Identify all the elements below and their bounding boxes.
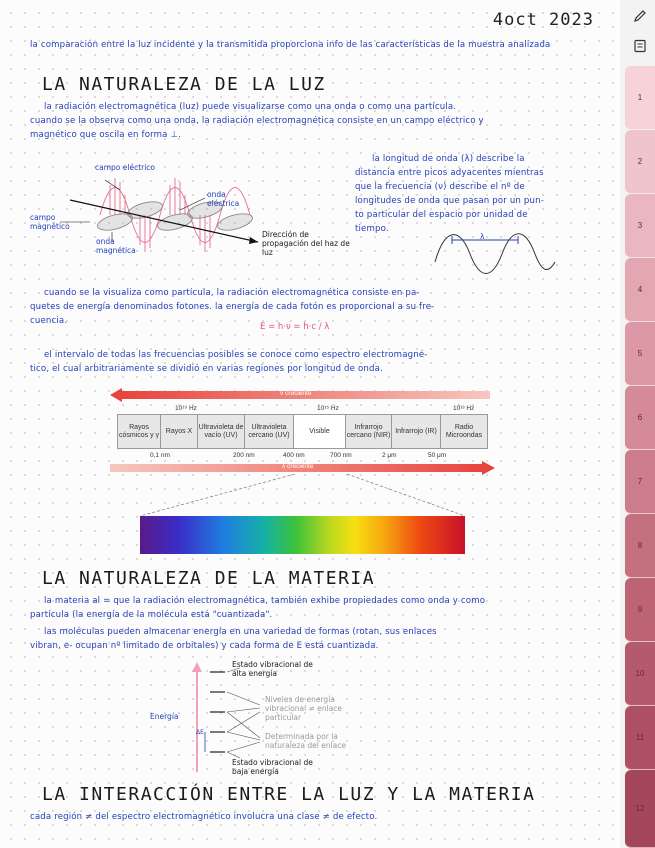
bottom-tick: 50 μm xyxy=(428,452,447,459)
bottom-tick: 2 μm xyxy=(382,452,397,459)
tab-3[interactable]: 3 xyxy=(625,194,655,258)
luz-p2-line: cuencia. xyxy=(30,316,68,326)
top-tick: 10¹⁵ Hz xyxy=(317,405,339,412)
label-campo-magnetico: campo magnético xyxy=(30,213,70,231)
intro-text: la comparación entre la luz incidente y la transmitida proporciona info de las características de la muestra analizada xyxy=(30,40,551,50)
longitud-line: la longitud de onda (λ) describe la xyxy=(372,154,525,164)
luz-p2-line: cuando se la visualiza como partícula, la radiación electromagnética consiste en pa- xyxy=(44,288,420,298)
longitud-line: distancia entre picos adyacentes mientras xyxy=(355,168,544,178)
tab-7[interactable]: 7 xyxy=(625,450,655,514)
section-heading-materia: LA NATURALEZA DE LA MATERIA xyxy=(42,568,376,589)
materia-line: las moléculas pueden almacenar energía en una variedad de formas (rotan, sus enlaces xyxy=(44,627,437,637)
bottom-tick: 700 nm xyxy=(330,452,352,459)
state-high-label: Estado vibracional de alta energía xyxy=(232,660,313,678)
spectrum-top-arrow-label: ν creciente xyxy=(280,390,312,397)
tab-4[interactable]: 4 xyxy=(625,258,655,322)
tab-6[interactable]: 6 xyxy=(625,386,655,450)
tab-8[interactable]: 8 xyxy=(625,514,655,578)
spectrum-region: Rayos X xyxy=(160,414,198,449)
bottom-tick: 0,1 nm xyxy=(150,452,170,459)
energy-axis-label: Energía xyxy=(150,712,179,721)
label-onda-magnetica: onda magnética xyxy=(96,237,136,255)
note-vibrational-levels: Niveles de energía vibracional ≠ enlace particular xyxy=(265,695,343,722)
label-onda-electrica: onda eléctrica xyxy=(207,190,240,208)
tab-11[interactable]: 11 xyxy=(625,706,655,770)
longitud-line: to particular del espacio por unidad de xyxy=(355,210,528,220)
luz-paragraph-line: la radiación electromagnética (luz) puede visualizarse como una onda o como una partícula. xyxy=(44,102,457,112)
top-tick: 10¹⁹ Hz xyxy=(175,405,197,412)
tab-10[interactable]: 10 xyxy=(625,642,655,706)
tab-9[interactable]: 9 xyxy=(625,578,655,642)
luz-p3-line: el intervalo de todas las frecuencias posibles se conoce como espectro electromagné- xyxy=(44,350,428,360)
spectrum-zoom-lines xyxy=(140,474,470,519)
spectrum-region: Infrarrojo cercano (NIR) xyxy=(345,414,392,449)
page-date: 4oct 2023 xyxy=(492,10,594,30)
spectrum-region: Visible xyxy=(293,414,346,449)
note-bond-nature: Determinada por la naturaleza del enlace xyxy=(265,732,346,750)
tab-12[interactable]: 12 xyxy=(625,770,655,848)
top-tick: 10¹³ Hz xyxy=(453,405,475,412)
spectrum-bottom-arrow-label: λ creciente xyxy=(282,463,314,470)
spectrum-region: Infrarrojo (IR) xyxy=(391,414,441,449)
tab-2[interactable]: 2 xyxy=(625,130,655,194)
spectrum-region: Radio Microondas xyxy=(440,414,488,449)
luz-p2-line: quetes de energía denominados fotones. la energía de cada fotón es proporcional a su fre- xyxy=(30,302,435,312)
spectrum-region: Ultravioleta cercano (UV) xyxy=(244,414,294,449)
longitud-line: tiempo. xyxy=(355,224,389,234)
section-heading-luz: LA NATURALEZA DE LA LUZ xyxy=(42,74,326,95)
tab-5[interactable]: 5 xyxy=(625,322,655,386)
spectrum-region: Ultravioleta de vacío (UV) xyxy=(197,414,245,449)
luz-p3-line: tico, el cual arbitrariamente se dividió en varias regiones por longitud de onda. xyxy=(30,364,383,374)
delta-e-label: ΔE xyxy=(196,729,204,736)
visible-spectrum-bar xyxy=(140,516,465,554)
bottom-tick: 200 nm xyxy=(233,452,255,459)
spectrum-region: Rayos cósmicos y γ xyxy=(117,414,161,449)
label-direccion: Dirección de propagación del haz de luz xyxy=(262,230,350,257)
bottom-tick: 400 nm xyxy=(283,452,305,459)
interaccion-line: cada región ≠ del espectro electromagnético involucra una clase ≠ de efecto. xyxy=(30,812,378,822)
materia-line: vibran, e- ocupan nº limitado de orbitales) y cada forma de E está cuantizada. xyxy=(30,641,379,651)
tab-1[interactable]: 1 xyxy=(625,66,655,130)
notebook-icon[interactable] xyxy=(629,36,651,56)
longitud-line: longitudes de onda que pasan por un pun- xyxy=(355,196,544,206)
lambda-symbol: λ xyxy=(480,232,485,241)
luz-paragraph-line: magnético que oscila en forma ⊥. xyxy=(30,130,181,140)
materia-line: partícula (la energía de la molécula está "cuantizada". xyxy=(30,610,273,620)
sine-wave-diagram xyxy=(430,232,560,277)
label-campo-electrico: campo eléctrico xyxy=(95,163,156,172)
pencil-icon[interactable] xyxy=(629,6,651,26)
energy-formula: E = h·ν = h·c / λ xyxy=(260,322,330,332)
state-low-label: Estado vibracional de baja energía xyxy=(232,758,313,776)
luz-paragraph-line: cuando se la observa como una onda, la radiación electromagnética consiste en un campo eléctrico y xyxy=(30,116,484,126)
materia-line: la materia al = que la radiación electromagnética, también exhibe propiedades como onda y como xyxy=(44,596,486,606)
longitud-line: que la frecuencia (ν) describe el nº de xyxy=(355,182,525,192)
section-heading-interaccion: LA INTERACCIÓN ENTRE LA LUZ Y LA MATERIA xyxy=(42,784,536,805)
